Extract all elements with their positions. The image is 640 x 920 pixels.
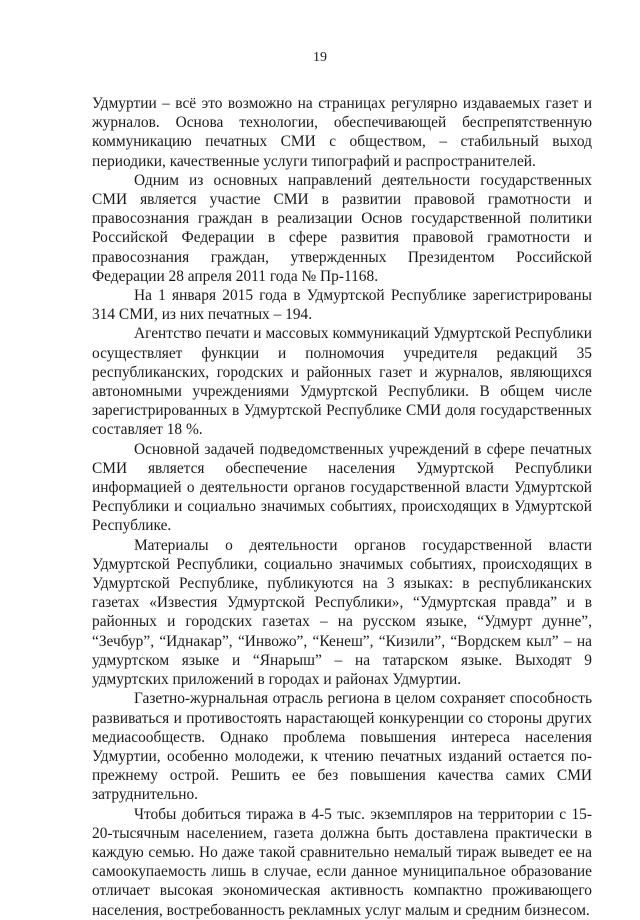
paragraph: На 1 января 2015 года в Удмуртской Республике зарегистрированы 314 СМИ, из них печатных – 194. [92,287,592,324]
document-body [92,94,592,920]
paragraph: Чтобы добиться тиража в 4-5 тыс. экземпляров на территории с 15-20-тысячным населением, газета должна быть доставлена практически в каждую семью. Но даже такой сравнительно немалый тираж выведет ее на самоокупаемость лишь в случае, если данное муниципальное образование отличает высокая экономическая активность компактно проживающего населения, востребованность рекламных услуг малым и средним бизнесом. [92,805,592,919]
paragraph: Газетно-журнальная отрасль региона в целом сохраняет способность развиваться и противостоять нарастающей конкуренции со стороны других медиасообществ. Однако проблема повышения интереса населения Удмуртии, особенно молодежи, к чтению печатных изданий остается по-прежнему острой. Решить ее без повышения качества самих СМИ затруднительно. [92,690,592,804]
page-number: 19 [313,50,327,65]
paragraph: Основной задачей подведомственных учреждений в сфере печатных СМИ является обеспечение населения Удмуртской Республики информацией о деятельности органов государственной власти Удмуртской Республики и социально значимых событиях, происходящих в Удмуртской Республике. [92,440,592,535]
paragraph: Материалы о деятельности органов государственной власти Удмуртской Республики, социально значимых событиях, происходящих в Удмуртской Республике, публикуются на 3 языках: в республиканских газетах «Известия Удмуртской Республики», “Удмуртская правда” и в районных и городских газетах – на русском языке, “Удмурт дунне”, “Зечбур”, “Иднакар”, “Инвожо”, “Кенеш”, “Кизили”, “Вордскем кыл” – на удмуртском языке и “Янарыш” – на татарском языке. Выходят 9 удмуртских приложений в городах и районах Удмуртии. [92,536,592,689]
paragraph: Одним из основных направлений деятельности государственных СМИ является участие СМИ в развитии правовой грамотности и правосознания граждан в реализации Основ государственной политики Российской Федерации в сфере развития правовой грамотности и правосознания граждан, утвержденных Президентом Российской Федерации 28 апреля 2011 года № Пр-1168. [92,171,592,285]
paragraph: Агентство печати и массовых коммуникаций Удмуртской Республики осуществляет функции и полномочия учредителя редакций 35 республиканских, городских и районных газет и журналов, являющихся автономными учреждениями Удмуртской Республики. В общем числе зарегистрированных в Удмуртской Республике СМИ доля государственных составляет 18 %. [92,325,592,439]
paragraph: Удмуртии – всё это возможно на страницах регулярно издаваемых газет и журналов. Основа технологии, обеспечивающей беспрепятственную коммуникацию печатных СМИ с обществом, – стабильный выход периодики, качественные услуги типографий и распространителей. [92,95,592,170]
